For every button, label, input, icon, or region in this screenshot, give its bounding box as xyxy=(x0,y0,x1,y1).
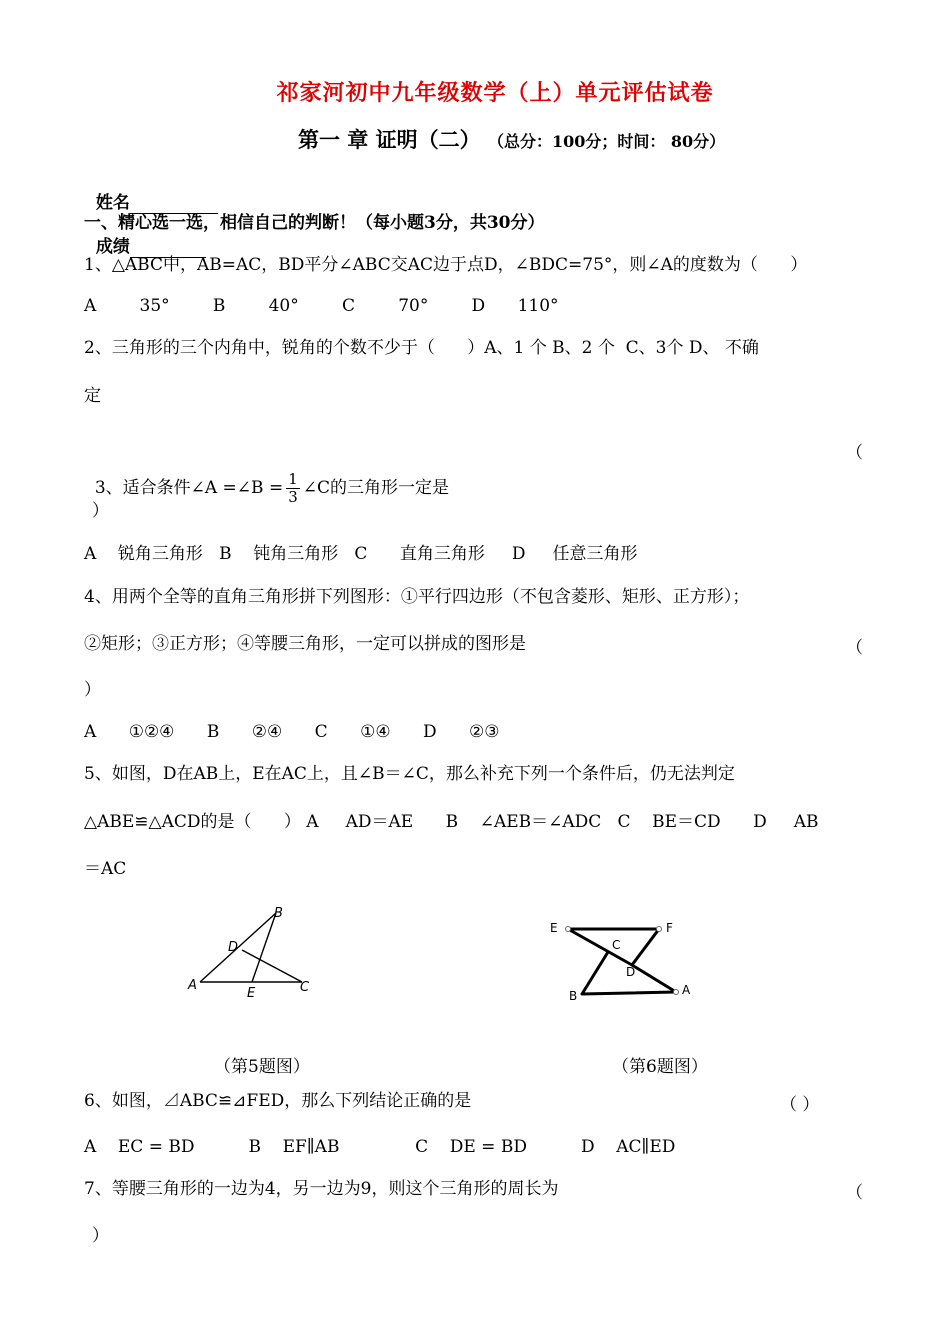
q3-options: A 锐角三角形 B 钝角三角形 C 直角三角形 D 任意三角形 xyxy=(84,544,638,564)
label-c: C xyxy=(300,980,310,995)
q3-open-paren: （ xyxy=(846,443,863,463)
point-f xyxy=(657,927,662,932)
q1-options: A 35° B 40° C 70° D 110° xyxy=(84,296,559,316)
figure-5-diagram xyxy=(180,895,330,1005)
figure-6-diagram xyxy=(540,910,700,1010)
section-heading: 一、精心选一选，相信自己的判断！（每小题3分，共30分） xyxy=(84,213,545,233)
label-e: E xyxy=(550,921,558,935)
q6-stem: 6、如图，⊿ABC≌⊿FED，那么下列结论正确的是 xyxy=(84,1091,472,1111)
q4-options: A ①②④ B ②④ C ①④ D ②③ xyxy=(84,722,500,742)
fraction xyxy=(286,471,300,506)
label-d: D xyxy=(228,940,239,955)
q4-open-paren: （ xyxy=(846,638,863,658)
q7-close-paren: ） xyxy=(92,1226,109,1246)
q2-line1: 2、三角形的三个内角中，锐角的个数不少于（ ）A、1 个 B、2 个 C、3个 D、 不确 xyxy=(84,338,759,358)
q6-paren: （ ） xyxy=(780,1095,820,1115)
point-e xyxy=(566,927,571,932)
label-a: A xyxy=(188,978,197,993)
q4-line1: 4、用两个全等的直角三角形拼下列图形：①平行四边形（不包含菱形、矩形、正方形）； xyxy=(84,587,750,607)
fraction-numerator: 1 xyxy=(288,470,298,488)
label-d: D xyxy=(626,965,636,979)
fraction-denominator: 3 xyxy=(288,488,298,506)
q5-line2: △ABE≌△ACD的是（ ） A AD＝AE B ∠AEB＝∠ADC C BE＝CD D AB xyxy=(84,812,819,832)
q7-stem: 7、等腰三角形的一边为4，另一边为9，则这个三角形的周长为 xyxy=(84,1179,559,1199)
point-a xyxy=(674,990,679,995)
q4-close-paren: ） xyxy=(84,680,101,700)
label-b: B xyxy=(274,906,283,921)
score-label: 成绩 xyxy=(95,237,130,257)
chapter-heading xyxy=(298,124,725,154)
exam-title: 祁家河初中九年级数学（上）单元评估试卷 xyxy=(276,80,714,106)
label-c: C xyxy=(612,938,621,952)
q5-line1: 5、如图，D在AB上，E在AC上，且∠B＝∠C，那么补充下列一个条件后，仍无法判定 xyxy=(84,764,735,784)
q2-line2: 定 xyxy=(84,386,101,406)
q3-suffix: ∠C的三角形一定是 xyxy=(302,478,449,498)
q3-stem xyxy=(84,428,449,508)
q1-stem: 1、△ABC中，AB=AC，BD平分∠ABC交AC边于点D，∠BDC=75°，则∠A的度数为（ ） xyxy=(84,255,808,275)
exam-meta: （总分：100分；时间： 80分） xyxy=(487,132,726,151)
name-label: 姓名 xyxy=(95,193,130,213)
figure-5-caption: （第5题图） xyxy=(214,1057,310,1077)
q4-line2: ②矩形；③正方形；④等腰三角形，一定可以拼成的图形是 xyxy=(84,634,526,654)
q5-line3: ＝AC xyxy=(84,859,127,879)
q3-close-paren: ） xyxy=(92,501,109,521)
q3-prefix: 3、适合条件∠A =∠B = xyxy=(94,478,284,498)
label-f: F xyxy=(666,921,673,935)
segment-dc xyxy=(242,950,302,982)
label-a: A xyxy=(682,983,691,997)
label-b: B xyxy=(569,989,578,1003)
label-e: E xyxy=(247,986,256,1001)
chapter-title: 第一 章 证明（二） xyxy=(298,127,481,152)
q6-options: A EC = BD B EF∥AB C DE = BD D AC∥ED xyxy=(84,1137,676,1157)
figure-6-caption: （第6题图） xyxy=(612,1057,708,1077)
q7-open-paren: （ xyxy=(846,1183,863,1203)
